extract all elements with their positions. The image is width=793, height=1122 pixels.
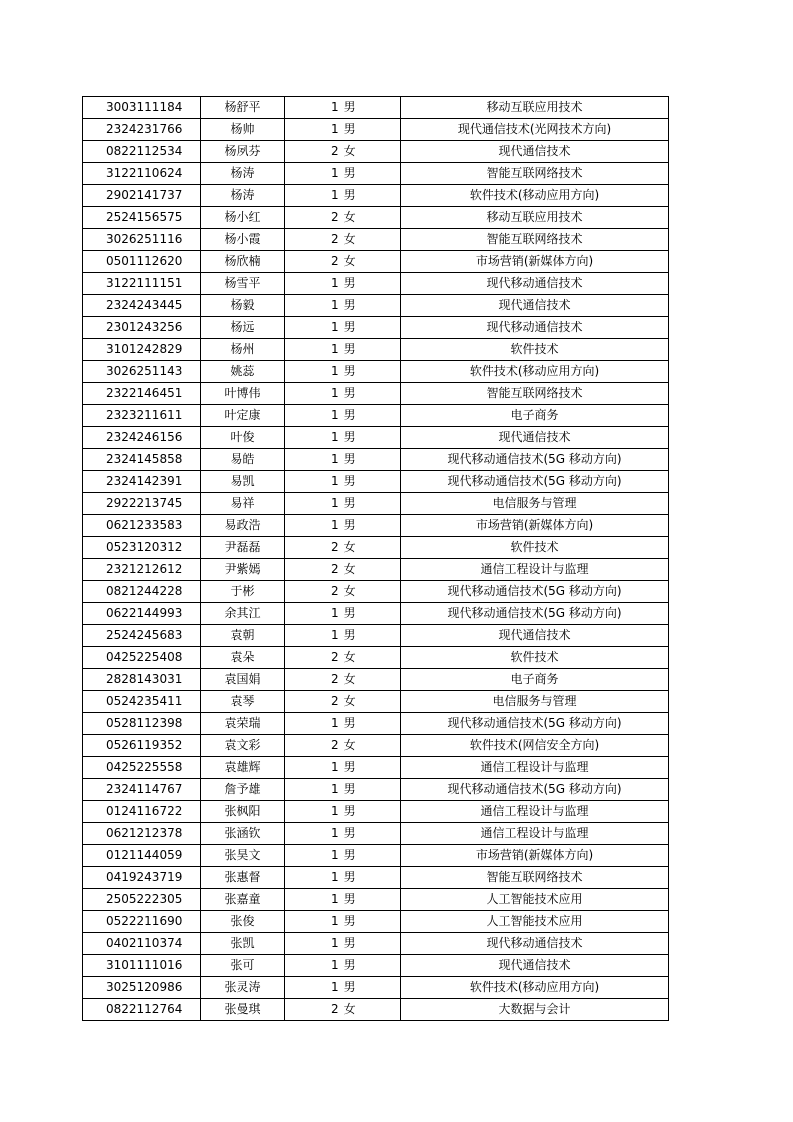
gender-cell (285, 273, 401, 295)
gender-code: 2 (331, 144, 339, 158)
gender-cell (285, 493, 401, 515)
major-cell: 市场营销(新媒体方向) (401, 251, 669, 273)
major-cell: 人工智能技术应用 (401, 911, 669, 933)
gender-cell (285, 185, 401, 207)
student-name-cell: 杨州 (201, 339, 285, 361)
student-name-cell: 袁国娟 (201, 669, 285, 691)
gender-code: 1 (331, 914, 339, 928)
student-id-cell: 0523120312 (83, 537, 201, 559)
gender-label: 男 (343, 386, 356, 400)
gender-code: 2 (331, 584, 339, 598)
student-name-cell: 姚蕊 (201, 361, 285, 383)
major-cell: 通信工程设计与监理 (401, 801, 669, 823)
table-row (83, 471, 669, 493)
student-name-cell: 杨舒平 (201, 97, 285, 119)
major-cell: 软件技术 (401, 647, 669, 669)
table-row (83, 669, 669, 691)
major-cell: 移动互联应用技术 (401, 207, 669, 229)
student-id-cell: 2828143031 (83, 669, 201, 691)
gender-code: 1 (331, 958, 339, 972)
table-row (83, 405, 669, 427)
major-cell: 电信服务与管理 (401, 493, 669, 515)
gender-cell (285, 207, 401, 229)
table-row (83, 581, 669, 603)
gender-cell (285, 361, 401, 383)
gender-label: 女 (343, 254, 356, 268)
gender-label: 男 (343, 892, 356, 906)
table-row (83, 933, 669, 955)
student-id-cell: 2505222305 (83, 889, 201, 911)
student-name-cell: 尹紫嫣 (201, 559, 285, 581)
gender-code: 1 (331, 100, 339, 114)
gender-cell (285, 427, 401, 449)
student-id-cell: 0501112620 (83, 251, 201, 273)
student-id-cell: 2324114767 (83, 779, 201, 801)
student-id-cell: 0425225558 (83, 757, 201, 779)
gender-label: 男 (343, 826, 356, 840)
table-row (83, 427, 669, 449)
major-cell: 现代移动通信技术 (401, 273, 669, 295)
major-cell: 智能互联网络技术 (401, 383, 669, 405)
table-row (83, 449, 669, 471)
gender-cell (285, 669, 401, 691)
gender-label: 男 (343, 122, 356, 136)
gender-code: 2 (331, 738, 339, 752)
student-id-cell: 0425225408 (83, 647, 201, 669)
student-name-cell: 张凯 (201, 933, 285, 955)
gender-label: 男 (343, 408, 356, 422)
gender-label: 男 (343, 606, 356, 620)
gender-cell (285, 163, 401, 185)
student-name-cell: 杨雪平 (201, 273, 285, 295)
student-name-cell: 杨远 (201, 317, 285, 339)
major-cell: 现代移动通信技术(5G 移动方向) (401, 713, 669, 735)
gender-label: 女 (343, 210, 356, 224)
gender-label: 男 (343, 100, 356, 114)
gender-label: 男 (343, 870, 356, 884)
student-id-cell: 0621212378 (83, 823, 201, 845)
table-row (83, 999, 669, 1021)
student-name-cell: 易政浩 (201, 515, 285, 537)
gender-code: 1 (331, 474, 339, 488)
gender-code: 1 (331, 716, 339, 730)
major-cell: 现代移动通信技术 (401, 317, 669, 339)
gender-cell (285, 317, 401, 339)
gender-cell (285, 625, 401, 647)
major-cell: 智能互联网络技术 (401, 867, 669, 889)
major-cell: 软件技术(移动应用方向) (401, 361, 669, 383)
gender-cell (285, 933, 401, 955)
gender-cell (285, 229, 401, 251)
table-row (83, 97, 669, 119)
student-id-cell: 0528112398 (83, 713, 201, 735)
gender-code: 1 (331, 298, 339, 312)
gender-cell (285, 691, 401, 713)
gender-code: 1 (331, 408, 339, 422)
gender-code: 1 (331, 342, 339, 356)
gender-label: 男 (343, 518, 356, 532)
gender-cell (285, 603, 401, 625)
gender-code: 2 (331, 562, 339, 576)
student-id-cell: 3003111184 (83, 97, 201, 119)
gender-code: 1 (331, 188, 339, 202)
table-row (83, 295, 669, 317)
gender-label: 女 (343, 694, 356, 708)
student-name-cell: 杨小红 (201, 207, 285, 229)
gender-cell (285, 713, 401, 735)
table-row (83, 823, 669, 845)
student-id-cell: 2321212612 (83, 559, 201, 581)
student-name-cell: 叶定康 (201, 405, 285, 427)
gender-cell (285, 867, 401, 889)
student-id-cell: 3122111151 (83, 273, 201, 295)
student-name-cell: 易祥 (201, 493, 285, 515)
gender-label: 男 (343, 980, 356, 994)
student-id-cell: 0419243719 (83, 867, 201, 889)
table-row (83, 955, 669, 977)
major-cell: 软件技术 (401, 339, 669, 361)
major-cell: 软件技术(网信安全方向) (401, 735, 669, 757)
student-name-cell: 叶俊 (201, 427, 285, 449)
student-id-cell: 2922213745 (83, 493, 201, 515)
gender-label: 女 (343, 144, 356, 158)
major-cell: 现代通信技术 (401, 955, 669, 977)
major-cell: 现代通信技术 (401, 625, 669, 647)
gender-code: 1 (331, 320, 339, 334)
table-row (83, 801, 669, 823)
gender-code: 2 (331, 1002, 339, 1016)
gender-cell (285, 383, 401, 405)
student-name-cell: 张曼琪 (201, 999, 285, 1021)
gender-cell (285, 515, 401, 537)
student-name-cell: 杨夙芬 (201, 141, 285, 163)
gender-code: 2 (331, 672, 339, 686)
gender-cell (285, 647, 401, 669)
table-row (83, 757, 669, 779)
gender-code: 1 (331, 364, 339, 378)
student-id-cell: 0402110374 (83, 933, 201, 955)
major-cell: 人工智能技术应用 (401, 889, 669, 911)
gender-cell (285, 251, 401, 273)
student-id-cell: 0622144993 (83, 603, 201, 625)
major-cell: 市场营销(新媒体方向) (401, 515, 669, 537)
table-row (83, 207, 669, 229)
major-cell: 现代通信技术 (401, 141, 669, 163)
gender-label: 女 (343, 672, 356, 686)
gender-code: 1 (331, 166, 339, 180)
student-name-cell: 杨涛 (201, 185, 285, 207)
student-id-cell: 2301243256 (83, 317, 201, 339)
gender-cell (285, 119, 401, 141)
gender-cell (285, 801, 401, 823)
gender-code: 1 (331, 386, 339, 400)
student-id-cell: 0121144059 (83, 845, 201, 867)
major-cell: 现代移动通信技术(5G 移动方向) (401, 471, 669, 493)
gender-label: 男 (343, 452, 356, 466)
table-row (83, 361, 669, 383)
roster-body (83, 97, 669, 1021)
student-name-cell: 张惠督 (201, 867, 285, 889)
major-cell: 软件技术(移动应用方向) (401, 185, 669, 207)
table-row (83, 339, 669, 361)
major-cell: 现代移动通信技术 (401, 933, 669, 955)
table-row (83, 185, 669, 207)
student-id-cell: 2324243445 (83, 295, 201, 317)
student-id-cell: 3025120986 (83, 977, 201, 999)
major-cell: 电信服务与管理 (401, 691, 669, 713)
major-cell: 现代通信技术 (401, 295, 669, 317)
gender-cell (285, 999, 401, 1021)
student-name-cell: 杨小霞 (201, 229, 285, 251)
major-cell: 现代移动通信技术(5G 移动方向) (401, 779, 669, 801)
table-row (83, 867, 669, 889)
major-cell: 软件技术(移动应用方向) (401, 977, 669, 999)
student-name-cell: 杨涛 (201, 163, 285, 185)
student-name-cell: 袁荣瑞 (201, 713, 285, 735)
major-cell: 软件技术 (401, 537, 669, 559)
student-name-cell: 杨帅 (201, 119, 285, 141)
gender-cell (285, 889, 401, 911)
major-cell: 智能互联网络技术 (401, 229, 669, 251)
table-row (83, 735, 669, 757)
gender-code: 1 (331, 518, 339, 532)
student-id-cell: 2902141737 (83, 185, 201, 207)
student-name-cell: 张嘉童 (201, 889, 285, 911)
gender-label: 男 (343, 298, 356, 312)
gender-label: 女 (343, 540, 356, 554)
student-id-cell: 2324246156 (83, 427, 201, 449)
gender-cell (285, 537, 401, 559)
student-name-cell: 袁琴 (201, 691, 285, 713)
gender-code: 1 (331, 782, 339, 796)
student-name-cell: 詹予雄 (201, 779, 285, 801)
table-row (83, 845, 669, 867)
student-name-cell: 袁朵 (201, 647, 285, 669)
gender-code: 1 (331, 870, 339, 884)
gender-code: 2 (331, 694, 339, 708)
gender-code: 1 (331, 496, 339, 510)
gender-label: 女 (343, 584, 356, 598)
student-name-cell: 袁雄辉 (201, 757, 285, 779)
gender-label: 女 (343, 738, 356, 752)
gender-code: 1 (331, 122, 339, 136)
gender-code: 1 (331, 826, 339, 840)
gender-code: 1 (331, 276, 339, 290)
student-id-cell: 2323211611 (83, 405, 201, 427)
gender-label: 女 (343, 1002, 356, 1016)
student-name-cell: 张俊 (201, 911, 285, 933)
gender-code: 1 (331, 848, 339, 862)
gender-cell (285, 757, 401, 779)
student-id-cell: 3122110624 (83, 163, 201, 185)
table-row (83, 779, 669, 801)
gender-code: 1 (331, 936, 339, 950)
major-cell: 现代移动通信技术(5G 移动方向) (401, 581, 669, 603)
gender-cell (285, 471, 401, 493)
gender-label: 男 (343, 848, 356, 862)
student-id-cell: 2322146451 (83, 383, 201, 405)
gender-label: 男 (343, 782, 356, 796)
student-name-cell: 于彬 (201, 581, 285, 603)
gender-code: 1 (331, 980, 339, 994)
student-name-cell: 张昊文 (201, 845, 285, 867)
gender-label: 男 (343, 958, 356, 972)
major-cell: 通信工程设计与监理 (401, 823, 669, 845)
student-id-cell: 2324145858 (83, 449, 201, 471)
gender-code: 1 (331, 606, 339, 620)
student-name-cell: 易凯 (201, 471, 285, 493)
table-row (83, 625, 669, 647)
gender-label: 男 (343, 474, 356, 488)
gender-cell (285, 911, 401, 933)
gender-cell (285, 449, 401, 471)
gender-label: 男 (343, 188, 356, 202)
student-name-cell: 张涵钦 (201, 823, 285, 845)
table-row (83, 317, 669, 339)
student-id-cell: 3101242829 (83, 339, 201, 361)
gender-label: 女 (343, 562, 356, 576)
gender-label: 男 (343, 430, 356, 444)
major-cell: 市场营销(新媒体方向) (401, 845, 669, 867)
gender-label: 男 (343, 936, 356, 950)
gender-code: 1 (331, 430, 339, 444)
gender-code: 1 (331, 892, 339, 906)
student-name-cell: 张枫阳 (201, 801, 285, 823)
gender-label: 男 (343, 342, 356, 356)
student-name-cell: 杨欣楠 (201, 251, 285, 273)
table-row (83, 515, 669, 537)
gender-cell (285, 581, 401, 603)
gender-cell (285, 779, 401, 801)
gender-code: 2 (331, 254, 339, 268)
student-id-cell: 0524235411 (83, 691, 201, 713)
student-id-cell: 0522211690 (83, 911, 201, 933)
student-id-cell: 3026251116 (83, 229, 201, 251)
major-cell: 现代通信技术 (401, 427, 669, 449)
major-cell: 大数据与会计 (401, 999, 669, 1021)
table-row (83, 163, 669, 185)
table-row (83, 911, 669, 933)
gender-label: 女 (343, 650, 356, 664)
gender-code: 2 (331, 650, 339, 664)
student-id-cell: 0822112764 (83, 999, 201, 1021)
table-row (83, 647, 669, 669)
gender-cell (285, 339, 401, 361)
major-cell: 现代移动通信技术(5G 移动方向) (401, 603, 669, 625)
major-cell: 智能互联网络技术 (401, 163, 669, 185)
major-cell: 现代通信技术(光网技术方向) (401, 119, 669, 141)
major-cell: 移动互联应用技术 (401, 97, 669, 119)
gender-label: 男 (343, 804, 356, 818)
table-row (83, 713, 669, 735)
gender-label: 男 (343, 364, 356, 378)
gender-cell (285, 97, 401, 119)
gender-code: 1 (331, 628, 339, 642)
student-name-cell: 余其江 (201, 603, 285, 625)
gender-label: 男 (343, 914, 356, 928)
gender-label: 男 (343, 276, 356, 290)
gender-label: 男 (343, 166, 356, 180)
gender-cell (285, 141, 401, 163)
gender-label: 男 (343, 628, 356, 642)
major-cell: 电子商务 (401, 669, 669, 691)
gender-label: 男 (343, 716, 356, 730)
student-id-cell: 2524156575 (83, 207, 201, 229)
major-cell: 通信工程设计与监理 (401, 559, 669, 581)
table-row (83, 977, 669, 999)
gender-label: 女 (343, 232, 356, 246)
gender-cell (285, 845, 401, 867)
table-row (83, 383, 669, 405)
table-row (83, 537, 669, 559)
table-row (83, 273, 669, 295)
gender-cell (285, 977, 401, 999)
table-row (83, 251, 669, 273)
gender-code: 1 (331, 760, 339, 774)
gender-code: 2 (331, 232, 339, 246)
student-id-cell: 2524245683 (83, 625, 201, 647)
gender-code: 2 (331, 210, 339, 224)
student-name-cell: 张可 (201, 955, 285, 977)
student-id-cell: 2324231766 (83, 119, 201, 141)
gender-cell (285, 823, 401, 845)
table-row (83, 493, 669, 515)
student-name-cell: 叶博伟 (201, 383, 285, 405)
table-row (83, 603, 669, 625)
student-roster-table (82, 96, 669, 1021)
table-row (83, 559, 669, 581)
table-row (83, 889, 669, 911)
gender-code: 1 (331, 804, 339, 818)
major-cell: 现代移动通信技术(5G 移动方向) (401, 449, 669, 471)
student-name-cell: 尹磊磊 (201, 537, 285, 559)
student-name-cell: 张灵涛 (201, 977, 285, 999)
gender-cell (285, 405, 401, 427)
table-row (83, 119, 669, 141)
student-id-cell: 3026251143 (83, 361, 201, 383)
gender-label: 男 (343, 760, 356, 774)
student-id-cell: 3101111016 (83, 955, 201, 977)
major-cell: 通信工程设计与监理 (401, 757, 669, 779)
gender-cell (285, 955, 401, 977)
gender-cell (285, 295, 401, 317)
student-id-cell: 0526119352 (83, 735, 201, 757)
gender-label: 男 (343, 496, 356, 510)
gender-cell (285, 735, 401, 757)
student-id-cell: 0822112534 (83, 141, 201, 163)
gender-code: 2 (331, 540, 339, 554)
table-row (83, 229, 669, 251)
student-id-cell: 2324142391 (83, 471, 201, 493)
student-id-cell: 0124116722 (83, 801, 201, 823)
table-row (83, 691, 669, 713)
student-id-cell: 0821244228 (83, 581, 201, 603)
gender-cell (285, 559, 401, 581)
student-id-cell: 0621233583 (83, 515, 201, 537)
gender-label: 男 (343, 320, 356, 334)
student-name-cell: 易皓 (201, 449, 285, 471)
student-name-cell: 杨毅 (201, 295, 285, 317)
student-name-cell: 袁朝 (201, 625, 285, 647)
gender-code: 1 (331, 452, 339, 466)
student-name-cell: 袁文彩 (201, 735, 285, 757)
major-cell: 电子商务 (401, 405, 669, 427)
table-row (83, 141, 669, 163)
